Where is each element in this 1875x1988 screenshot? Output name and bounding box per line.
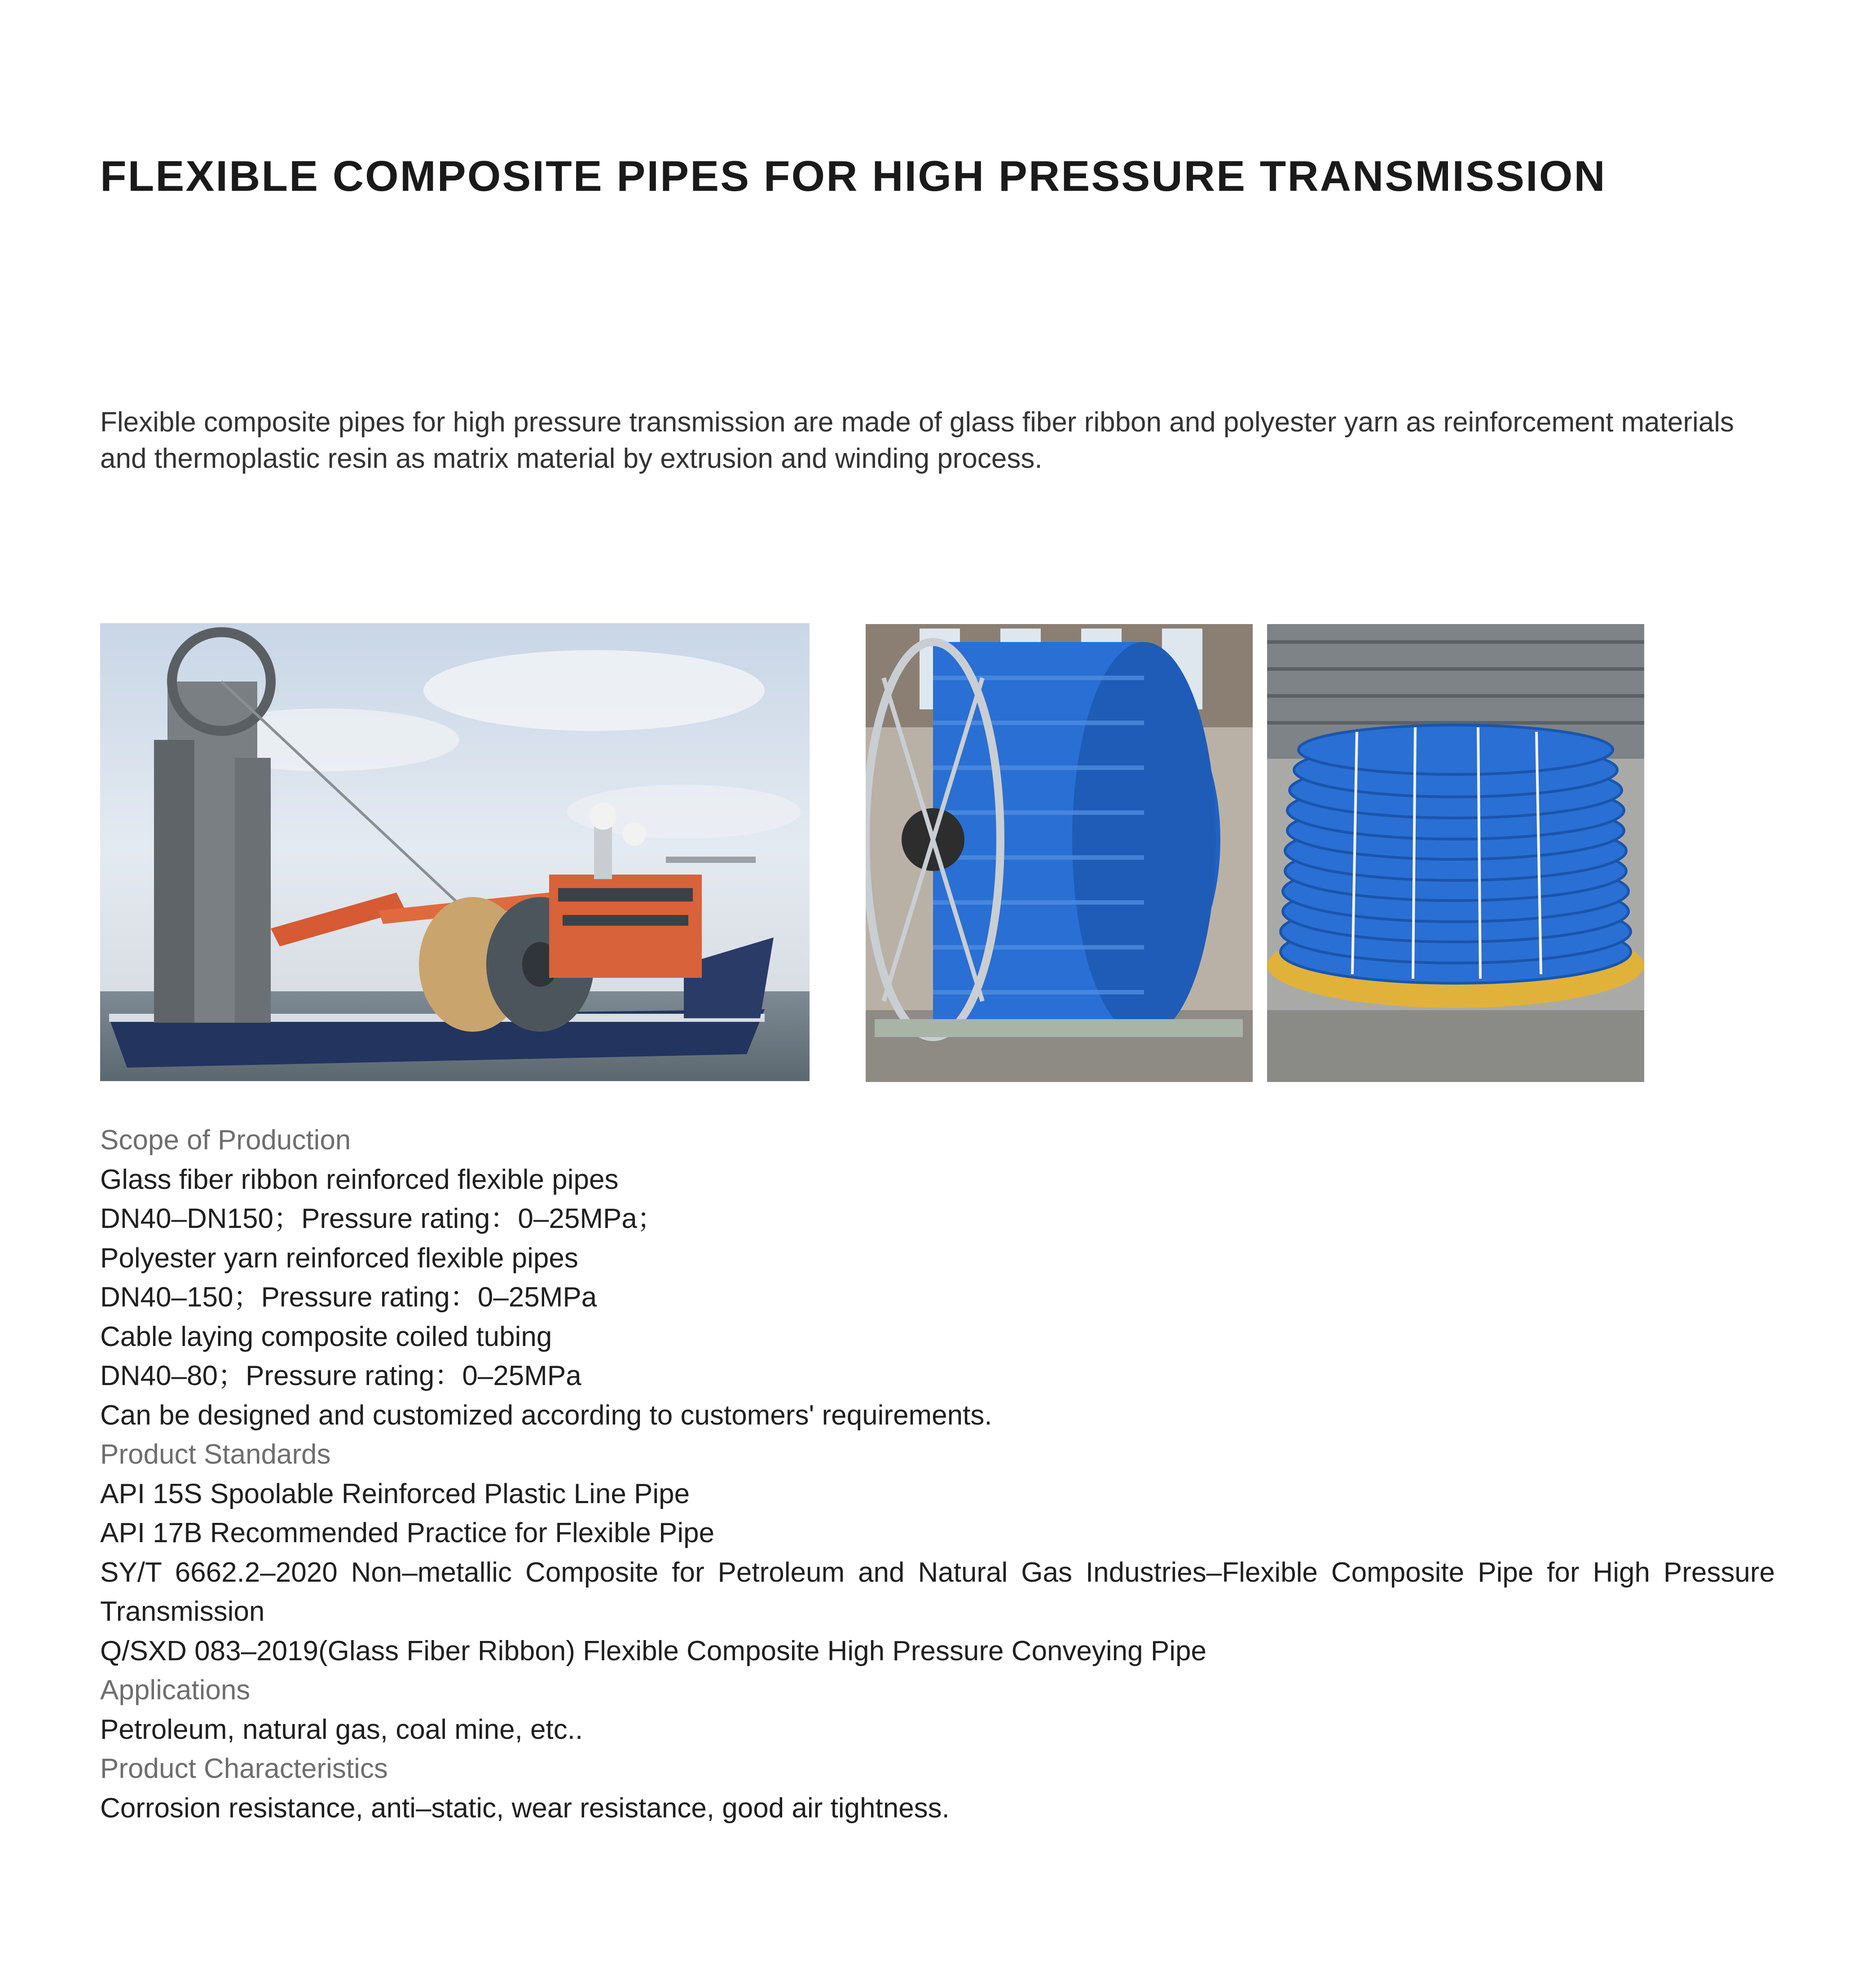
scope-item: Polyester yarn reinforced flexible pipes	[100, 1242, 578, 1274]
scope-item: DN40–80；Pressure rating：0–25MPa	[100, 1360, 581, 1391]
intro-paragraph: Flexible composite pipes for high pressure transmission are made of glass fiber ribbon and polyester yarn as reinforcement materials and thermoplastic resin as matrix material by extrusion and winding process.	[100, 407, 1734, 474]
standard-item: API 17B Recommended Practice for Flexible Pipe	[100, 1517, 715, 1548]
application-item: Petroleum, natural gas, coal mine, etc..	[100, 1714, 583, 1745]
scope-item: DN40–DN150；Pressure rating：0–25MPa；	[100, 1203, 665, 1234]
standard-item: Q/SXD 083–2019(Glass Fiber Ribbon) Flexible Composite High Pressure Conveying Pipe	[100, 1635, 1206, 1667]
blue-pipe-coil-photo	[1267, 624, 1644, 1082]
page-title: FLEXIBLE COMPOSITE PIPES FOR HIGH PRESSURE TRANSMISSION	[100, 152, 1607, 200]
standard-item: API 15S Spoolable Reinforced Plastic Line Pipe	[100, 1478, 690, 1509]
scope-item: Glass fiber ribbon reinforced flexible pipes	[100, 1164, 619, 1195]
specifications-list	[100, 1121, 1775, 1828]
scope-of-production-heading: Scope of Production	[100, 1125, 351, 1156]
standard-item: SY/T 6662.2–2020 Non–metallic Composite for Petroleum and Natural Gas Industries–Flexible Composite Pipe for High Pressure Transmission	[100, 1557, 1775, 1627]
scope-item: Cable laying composite coiled tubing	[100, 1321, 552, 1352]
scope-item: DN40–150；Pressure rating：0–25MPa	[100, 1282, 597, 1313]
characteristic-item: Corrosion resistance, anti–static, wear resistance, good air tightness.	[100, 1792, 950, 1824]
product-characteristics-heading: Product Characteristics	[100, 1753, 388, 1784]
blue-pipe-on-reel-photo	[866, 624, 1253, 1082]
product-standards-heading: Product Standards	[100, 1439, 331, 1470]
pipe-laying-vessel-photo	[100, 623, 810, 1081]
applications-heading: Applications	[100, 1675, 251, 1706]
scope-item: Can be designed and customized according to customers' requirements.	[100, 1399, 992, 1431]
